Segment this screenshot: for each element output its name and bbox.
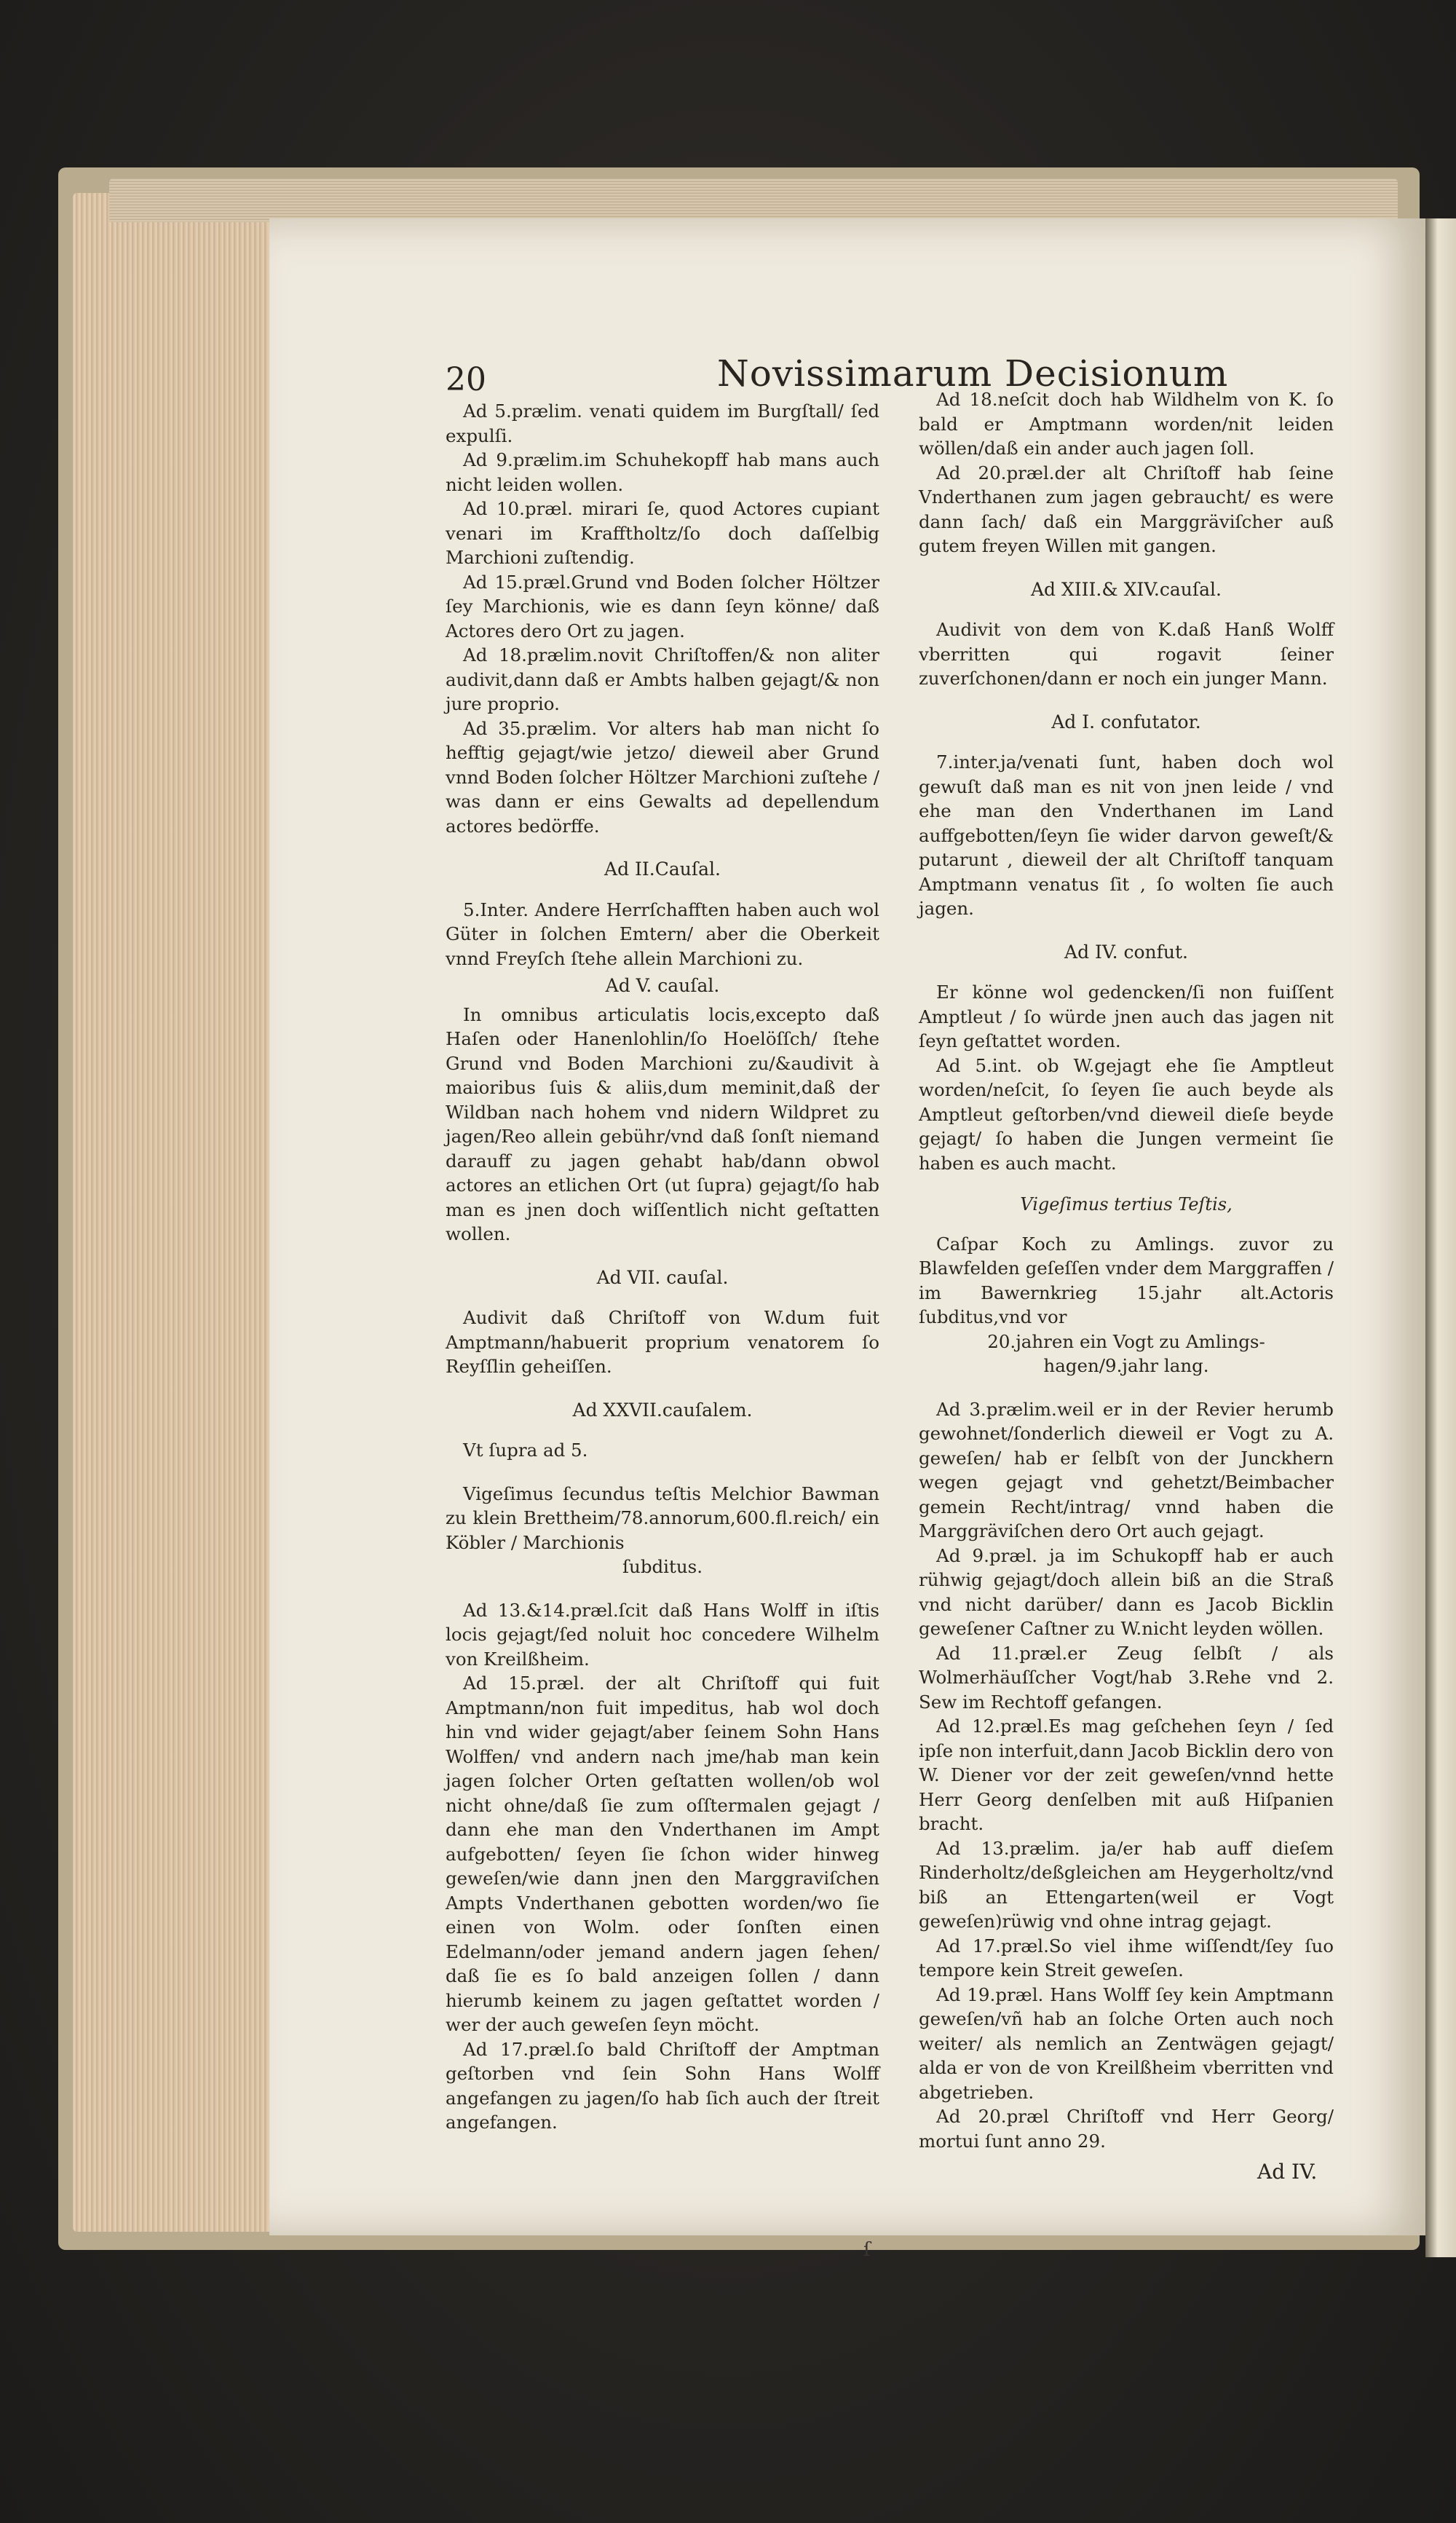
text-block-entry: Ad 9.præl. ja im Schukopff hab er auch rühwig gejagt/doch allein biß an die Straß vnd nicht darüber/ dann es Jacob Bicklin geweſener Caſtner zu W.nicht leyden wöllen. (919, 1544, 1334, 1639)
text-block-heading: Ad II.Cauſal. (604, 858, 721, 880)
text-block-entry: Ad 12.præl.Es mag geſchehen ſeyn / ſed ipſe non interfuit,dann Jacob Bicklin dero von W. Diener vor der zeit geweſen/vnnd hette Herr Georg denſelben mit auß Hiſpanien bracht. (919, 1715, 1334, 1834)
text-block-heading: Ad VII. cauſal. (596, 1266, 729, 1288)
text-block-entry: Ad 15.præl. der alt Chriſtoff qui fuit Amptmann/non fuit impeditus, hab wol doch hin vnd wider gejagt/aber ſeinem Sohn Hans Wolffen/ vnd andern nach jme/hab man kein jagen ſolcher Orten geſtatten wollen/ob wol nicht ohne/daß ſie zum oſſtermalen gejagt / dann ehe man den Vnderthanen im Ampt aufgebotten/ ſeyen ſie ſchon wider hinweg geweſen/wie dann jnen den Marggraviſchen Ampts Vnderthanen gebotten worden/wo ſie einen von Wolm. oder ſonſten einen Edelmann/oder jemand andern jagen ſehen/ daß ſie es ſo bald anzeigen ſollen / dann hierumb keinem zu jagen geſtattet worden / wer der auch geweſen ſeyn möcht. (446, 1673, 879, 2035)
text-block-entry: In omnibus articulatis locis,excepto daß Haſen oder Hanenlohlin/ſo Hoelöſſch/ ſtehe Grund vnd Boden Marchioni zu/&audivit à maioribus ſuis & aliis,dum meminit,daß der Wildban nach hohem vnd nidern Wildpret zu jagen/Reo allein gebühr/vnd daß ſonſt niemand darauff zu jagen gehabt hab/dann obwol actores an etlichen Ort (ut ſupra) gejagt/ſo hab man es jnen doch wiſſentlich nicht geſtatten wollen. (446, 1003, 879, 1244)
text-block-entry: Ad 11.præl.er Zeug ſelbſt / als Wolmerhäuſſcher Vogt/hab 3.Rehe vnd 2. Sew im Rechtoff gefangen. (919, 1642, 1334, 1713)
left-text-column (446, 399, 879, 2135)
text-block-entry: Ad 19.præl. Hans Wolff ſey kein Amptmann geweſen/vñ hab an ſolche Orten auch noch weiter/ als nemlich an Zentwägen gejagt/ alda er von de von Kreilßheim vberritten vnd abgetrieben. (919, 1983, 1334, 2103)
text-block-centered: hagen/9.jahr lang. (1043, 1355, 1209, 1376)
text-block-entry: 5.Inter. Andere Herrſchafften haben auch wol Güter in ſolchen Emtern/ aber die Oberkeit vnnd Freyſch ſtehe allein Marchioni zu. (446, 899, 879, 969)
catchword: Ad IV. (1257, 2160, 1318, 2184)
text-block-entry: Ad 5.int. ob W.gejagt ehe ſie Amptleut worden/neſcit, ſo ſeyen ſie auch beyde als Amptleut geſtorben/vnd dieweil dieſe beyde gejagt/ ſo haben die Jungen vermeint ſie haben es auch macht. (919, 1054, 1334, 1174)
text-block-heading: Ad I. confutator. (1051, 711, 1201, 733)
text-block-entry: 7.inter.ja/venati ſunt, haben doch wol gewuſt daß man es nit von jnen leide / vnd ehe man den Vnderthanen im Land auffgebotten/ſeyn ſie wider darvon geweſt/& putarunt , dieweil der alt Chriſtoff tanquam Amptmann venatus ſit , ſo wolten ſie auch jagen. (919, 751, 1334, 919)
text-block-entry: Er könne wol gedencken/ſi non fuiſſent Amptleut / ſo würde jnen auch das jagen nit ſeyn geſtattet worden. (919, 982, 1334, 1051)
running-title: Novissimarum Decisionum (717, 352, 1229, 395)
text-block-entry-gap: Ad 13.&14.præl.ſcit daß Hans Wolff in iſtis locis gejagt/ſed noluit hoc concedere Wilhelm von Kreilßheim. (446, 1599, 879, 1670)
text-block-entry: Ad 17.præl.ſo bald Chriſtoff der Amptman geſtorben vnd ſein Sohn Hans Wolff angefangen zu jagen/ſo hab ſich auch der ſtreit angefangen. (446, 2038, 879, 2133)
text-block-entry: Ad 18.prælim.novit Chriſtoffen/& non aliter audivit,dann daß er Ambts halben gejagt/& non jure proprio. (446, 644, 879, 714)
text-block-entry: Ad 20.præl Chriſtoff vnd Herr Georg/ mortui ſunt anno 29. (919, 2106, 1334, 2152)
text-block-heading: Ad XXVII.cauſalem. (572, 1399, 753, 1421)
text-block-entry: Ad 18.neſcit doch hab Wildhelm von K. ſo bald er Amptmann worden/nit leiden wöllen/daß ein ander auch jagen ſoll. (919, 389, 1334, 459)
text-block-entry: Audivit daß Chriſtoff von W.dum fuit Amptmann/habuerit proprium venatorem ſo Reyſſlin geheiſſen. (446, 1307, 879, 1377)
text-block-witness: Vigeſimus tertius Teſtis, (1020, 1194, 1233, 1215)
page-edges-top (109, 178, 1398, 222)
text-block-entry: Ad 13.prælim. ja/er hab auff dieſem Rinderholtz/deßgleichen am Heygerholtz/vnd biß an Ettengarten(weil er Vogt geweſen)rüwig vnd ohne intrag gejagt. (919, 1837, 1334, 1932)
text-block-entry: Ad 20.præl.der alt Chriſtoff hab ſeine Vnderthanen zum jagen gebraucht/ es were dann ſach/ daß ein Marggräviſcher auß gutem freyen Willen mit gangen. (919, 462, 1334, 556)
footer-mark: ſ (863, 2239, 871, 2261)
text-block-entry: Ad 35.prælim. Vor alters hab man nicht ſo hefftig gejagt/wie jetzo/ dieweil aber Grund vnnd Boden ſolcher Höltzer Marchioni zuſtehe / was dann er eins Gewalts ad depellendum actores bedörffe. (446, 717, 879, 837)
text-block-heading-tight: Ad V. cauſal. (605, 975, 720, 996)
text-block-entry: Ad 15.præl.Grund vnd Boden ſolcher Höltzer ſey Marchionis, wie es dann ſeyn könne/ daß Actores dero Ort zu jagen. (446, 571, 879, 641)
right-text-column (919, 387, 1334, 2153)
text-block-centered: ſubditus. (622, 1556, 703, 1577)
text-block-entry: Ad 17.præl.So viel ihme wiſſendt/ſey ſuo tempore kein Streit geweſen. (919, 1935, 1334, 1981)
page-edges-left (73, 193, 269, 2232)
text-block-entry: Ad 9.prælim.im Schuhekopff hab mans auch nicht leiden wollen. (446, 449, 879, 495)
text-block-entry-tight: Caſpar Koch zu Amlings. zuvor zu Blawfelden geſeſſen vnder dem Marggraffen / im Bawernkrieg 15.jahr alt.Actoris ſubditus,vnd vor (919, 1233, 1334, 1327)
text-block-entry: Ad 10.præl. mirari ſe, quod Actores cupiant venari im Krafftholtz/ſo doch daſſelbig Marchioni zuſtendig. (446, 498, 879, 568)
text-block-entry-gap: Vigeſimus ſecundus teſtis Melchior Bawman zu klein Brettheim/78.annorum,600.fl.reich/ ein Köbler / Marchionis (446, 1482, 879, 1553)
text-block-heading: Ad XIII.& XIV.cauſal. (1031, 578, 1222, 600)
text-block-entry: Audivit von dem von K.daß Hanß Wolff vberritten qui rogavit ſeiner zuverſchonen/dann er noch ein junger Mann. (919, 619, 1334, 689)
text-block-heading: Ad IV. confut. (1064, 941, 1188, 963)
page-number: 20 (446, 361, 486, 398)
text-block-entry: Vt ſupra ad 5. (463, 1440, 588, 1461)
facing-page-sliver (1425, 218, 1456, 2257)
text-block-entry: Ad 5.prælim. venati quidem im Burgſtall/ ſed expulſi. (446, 400, 879, 446)
text-block-entry-gap: Ad 3.prælim.weil er in der Revier herumb gewohnet/ſonderlich dieweil er Vogt zu A. geweſen/ hab er ſelbſt von der Junckhern wegen gejagt vnd gehetzt/Beimbacher gemein Recht/intrag/ vnnd haben die Marggräviſchen dero Ort auch gejagt. (919, 1398, 1334, 1541)
text-block-centered: 20.jahren ein Vogt zu Amlings- (987, 1330, 1265, 1352)
